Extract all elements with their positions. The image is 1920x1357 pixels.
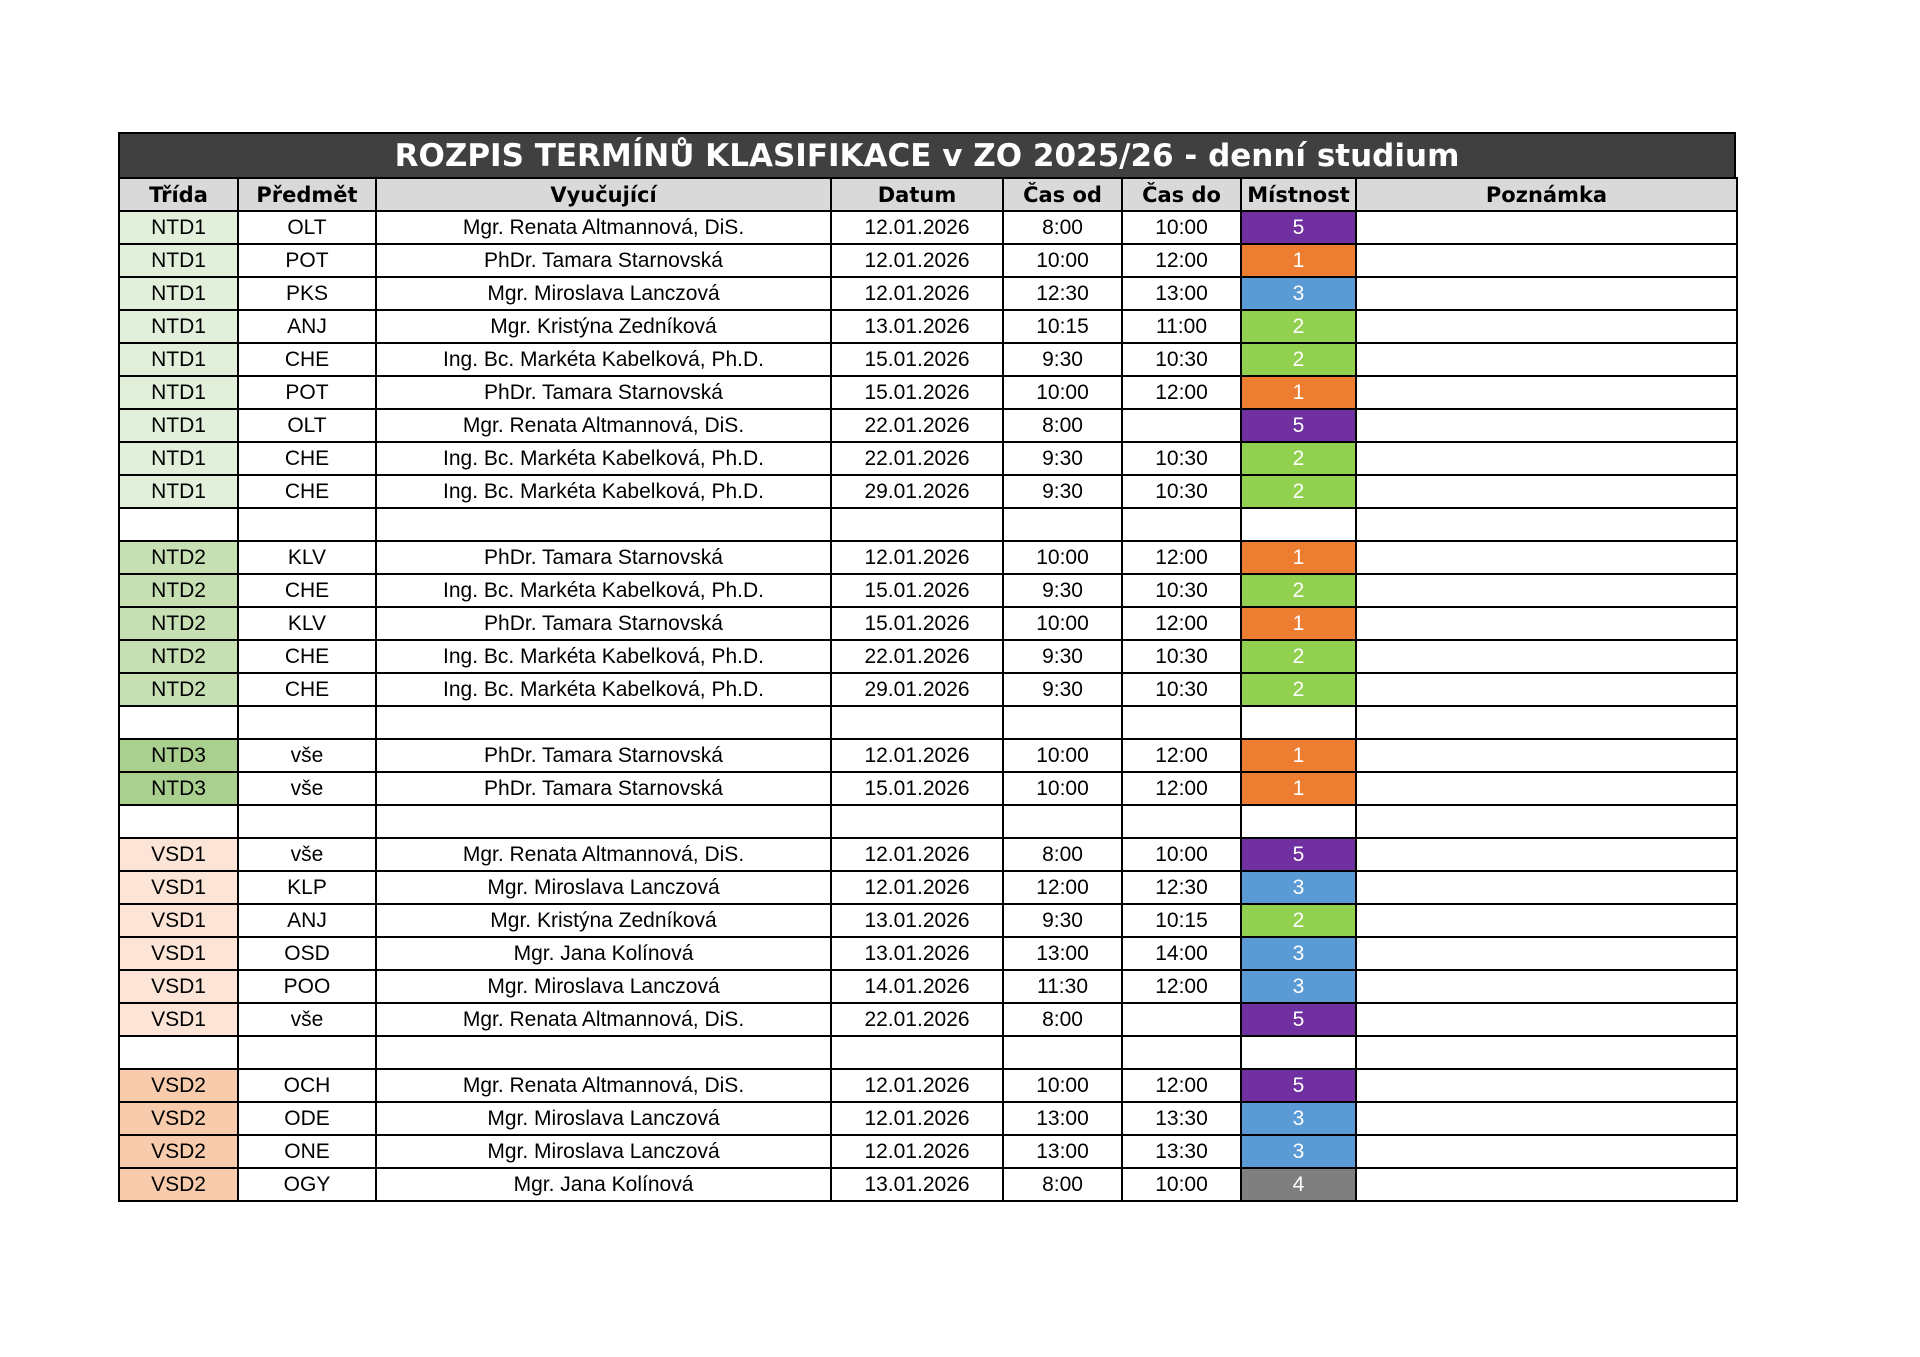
cell-cas-od: 8:00 [1003,838,1122,871]
table-row [119,1102,1737,1135]
cell-trida: VSD2 [119,1168,238,1201]
sheet-title: ROZPIS TERMÍNŮ KLASIFIKACE v ZO 2025/26 - denní studium [118,132,1736,177]
cell-cas-do: 10:30 [1122,673,1241,706]
cell-trida: NTD1 [119,442,238,475]
empty-cell [376,805,831,838]
cell-datum: 15.01.2026 [831,607,1003,640]
cell-cas-od: 8:00 [1003,1003,1122,1036]
cell-cas-od: 9:30 [1003,442,1122,475]
schedule-sheet [118,132,1736,1202]
cell-predmet: KLV [238,541,376,574]
cell-mistnost: 2 [1241,442,1356,475]
empty-cell [1241,805,1356,838]
cell-mistnost: 5 [1241,1069,1356,1102]
table-row [119,904,1737,937]
cell-predmet: vše [238,838,376,871]
cell-cas-od: 10:00 [1003,244,1122,277]
cell-vyucujici: Mgr. Miroslava Lanczová [376,1102,831,1135]
cell-poznamka [1356,640,1737,673]
cell-predmet: OLT [238,211,376,244]
cell-cas-do: 13:30 [1122,1102,1241,1135]
empty-cell [831,1036,1003,1069]
cell-mistnost: 5 [1241,1003,1356,1036]
cell-cas-od: 9:30 [1003,475,1122,508]
cell-predmet: POO [238,970,376,1003]
empty-cell [1003,706,1122,739]
cell-vyucujici: Mgr. Renata Altmannová, DiS. [376,409,831,442]
cell-cas-do: 12:30 [1122,871,1241,904]
table-row [119,574,1737,607]
cell-datum: 13.01.2026 [831,904,1003,937]
cell-predmet: CHE [238,640,376,673]
cell-poznamka [1356,1102,1737,1135]
cell-poznamka [1356,541,1737,574]
cell-poznamka [1356,1069,1737,1102]
cell-trida: VSD2 [119,1102,238,1135]
header-cas-do: Čas do [1122,178,1241,211]
cell-cas-od: 10:00 [1003,772,1122,805]
cell-trida: VSD1 [119,904,238,937]
cell-cas-do: 10:15 [1122,904,1241,937]
empty-cell [1122,1036,1241,1069]
schedule-rows [119,211,1737,1201]
table-row [119,1069,1737,1102]
cell-vyucujici: Mgr. Kristýna Zedníková [376,904,831,937]
empty-cell [1122,805,1241,838]
table-row [119,310,1737,343]
cell-vyucujici: Mgr. Kristýna Zedníková [376,310,831,343]
cell-poznamka [1356,937,1737,970]
table-row [119,607,1737,640]
cell-cas-do: 12:00 [1122,739,1241,772]
empty-cell [831,805,1003,838]
cell-vyucujici: Mgr. Renata Altmannová, DiS. [376,211,831,244]
cell-cas-do: 12:00 [1122,541,1241,574]
cell-cas-od: 10:00 [1003,739,1122,772]
cell-cas-do [1122,409,1241,442]
cell-trida: VSD1 [119,1003,238,1036]
header-mistnost: Místnost [1241,178,1356,211]
cell-poznamka [1356,1135,1737,1168]
cell-poznamka [1356,772,1737,805]
cell-vyucujici: Ing. Bc. Markéta Kabelková, Ph.D. [376,640,831,673]
empty-cell [1356,1036,1737,1069]
cell-vyucujici: Mgr. Renata Altmannová, DiS. [376,1069,831,1102]
empty-cell [831,508,1003,541]
cell-vyucujici: Mgr. Miroslava Lanczová [376,277,831,310]
header-predmet: Předmět [238,178,376,211]
cell-predmet: PKS [238,277,376,310]
cell-cas-do: 12:00 [1122,607,1241,640]
header-row [119,178,1737,211]
cell-predmet: CHE [238,475,376,508]
cell-datum: 22.01.2026 [831,1003,1003,1036]
cell-mistnost: 3 [1241,871,1356,904]
cell-trida: NTD2 [119,541,238,574]
cell-mistnost: 5 [1241,409,1356,442]
cell-predmet: vše [238,739,376,772]
cell-poznamka [1356,1168,1737,1201]
cell-cas-od: 10:00 [1003,607,1122,640]
empty-cell [1241,706,1356,739]
cell-vyucujici: PhDr. Tamara Starnovská [376,244,831,277]
cell-cas-do: 13:00 [1122,277,1241,310]
empty-cell [1356,805,1737,838]
cell-mistnost: 2 [1241,343,1356,376]
empty-cell [238,1036,376,1069]
cell-vyucujici: Mgr. Renata Altmannová, DiS. [376,1003,831,1036]
cell-cas-od: 13:00 [1003,1102,1122,1135]
cell-trida: NTD1 [119,343,238,376]
cell-trida: VSD1 [119,871,238,904]
cell-predmet: OLT [238,409,376,442]
cell-cas-od: 10:00 [1003,376,1122,409]
cell-predmet: KLV [238,607,376,640]
cell-cas-do: 10:30 [1122,442,1241,475]
cell-cas-do: 13:30 [1122,1135,1241,1168]
cell-cas-od: 10:00 [1003,1069,1122,1102]
cell-trida: NTD1 [119,475,238,508]
cell-predmet: ONE [238,1135,376,1168]
table-row [119,871,1737,904]
cell-cas-do: 10:30 [1122,343,1241,376]
cell-vyucujici: Mgr. Miroslava Lanczová [376,1135,831,1168]
cell-mistnost: 3 [1241,277,1356,310]
cell-poznamka [1356,442,1737,475]
cell-datum: 12.01.2026 [831,739,1003,772]
empty-cell [119,1036,238,1069]
cell-trida: NTD1 [119,310,238,343]
cell-vyucujici: PhDr. Tamara Starnovská [376,772,831,805]
empty-cell [1003,805,1122,838]
cell-predmet: vše [238,1003,376,1036]
cell-predmet: CHE [238,574,376,607]
cell-datum: 12.01.2026 [831,211,1003,244]
cell-mistnost: 1 [1241,376,1356,409]
cell-cas-do: 12:00 [1122,1069,1241,1102]
cell-vyucujici: PhDr. Tamara Starnovská [376,376,831,409]
cell-trida: NTD2 [119,607,238,640]
cell-poznamka [1356,409,1737,442]
cell-cas-do: 12:00 [1122,376,1241,409]
cell-mistnost: 1 [1241,772,1356,805]
cell-mistnost: 3 [1241,1102,1356,1135]
cell-vyucujici: Ing. Bc. Markéta Kabelková, Ph.D. [376,442,831,475]
empty-cell [831,706,1003,739]
cell-predmet: CHE [238,442,376,475]
header-vyucujici: Vyučující [376,178,831,211]
cell-poznamka [1356,1003,1737,1036]
cell-datum: 12.01.2026 [831,871,1003,904]
cell-poznamka [1356,673,1737,706]
cell-cas-od: 13:00 [1003,1135,1122,1168]
cell-mistnost: 1 [1241,541,1356,574]
cell-trida: VSD1 [119,838,238,871]
cell-cas-od: 13:00 [1003,937,1122,970]
cell-mistnost: 2 [1241,475,1356,508]
cell-poznamka [1356,277,1737,310]
cell-cas-od: 10:00 [1003,541,1122,574]
cell-datum: 12.01.2026 [831,1135,1003,1168]
cell-poznamka [1356,970,1737,1003]
header-poznamka: Poznámka [1356,178,1737,211]
cell-vyucujici: Mgr. Renata Altmannová, DiS. [376,838,831,871]
cell-poznamka [1356,211,1737,244]
cell-predmet: OCH [238,1069,376,1102]
cell-datum: 12.01.2026 [831,244,1003,277]
cell-trida: NTD2 [119,640,238,673]
table-row [119,937,1737,970]
cell-vyucujici: Mgr. Miroslava Lanczová [376,970,831,1003]
cell-mistnost: 2 [1241,673,1356,706]
cell-mistnost: 5 [1241,838,1356,871]
cell-trida: NTD2 [119,673,238,706]
cell-poznamka [1356,343,1737,376]
table-row [119,838,1737,871]
table-row [119,409,1737,442]
cell-predmet: ODE [238,1102,376,1135]
cell-predmet: CHE [238,673,376,706]
cell-cas-od: 9:30 [1003,640,1122,673]
cell-cas-do: 12:00 [1122,244,1241,277]
cell-datum: 12.01.2026 [831,541,1003,574]
empty-cell [1003,1036,1122,1069]
cell-predmet: KLP [238,871,376,904]
cell-poznamka [1356,904,1737,937]
cell-mistnost: 2 [1241,640,1356,673]
cell-datum: 13.01.2026 [831,937,1003,970]
cell-trida: VSD1 [119,937,238,970]
cell-vyucujici: Ing. Bc. Markéta Kabelková, Ph.D. [376,343,831,376]
cell-datum: 15.01.2026 [831,574,1003,607]
cell-mistnost: 3 [1241,1135,1356,1168]
empty-cell [1356,508,1737,541]
table-row [119,1003,1737,1036]
empty-cell [376,1036,831,1069]
cell-cas-od: 8:00 [1003,409,1122,442]
cell-cas-do: 10:00 [1122,1168,1241,1201]
cell-mistnost: 2 [1241,310,1356,343]
spacer-row [119,1036,1737,1069]
table-row [119,673,1737,706]
cell-mistnost: 3 [1241,970,1356,1003]
cell-trida: NTD1 [119,376,238,409]
table-row [119,343,1737,376]
cell-mistnost: 3 [1241,937,1356,970]
empty-cell [376,508,831,541]
cell-trida: NTD1 [119,211,238,244]
empty-cell [1241,1036,1356,1069]
header-cas-od: Čas od [1003,178,1122,211]
empty-cell [119,805,238,838]
cell-cas-do: 12:00 [1122,970,1241,1003]
cell-cas-do: 10:30 [1122,574,1241,607]
table-row [119,475,1737,508]
cell-cas-do: 10:00 [1122,211,1241,244]
cell-poznamka [1356,574,1737,607]
cell-poznamka [1356,871,1737,904]
empty-cell [119,508,238,541]
spacer-row [119,805,1737,838]
cell-trida: VSD1 [119,970,238,1003]
cell-poznamka [1356,310,1737,343]
cell-cas-do: 10:30 [1122,475,1241,508]
cell-cas-do [1122,1003,1241,1036]
cell-poznamka [1356,244,1737,277]
cell-vyucujici: Mgr. Jana Kolínová [376,1168,831,1201]
cell-datum: 15.01.2026 [831,376,1003,409]
cell-mistnost: 2 [1241,574,1356,607]
cell-datum: 22.01.2026 [831,640,1003,673]
cell-cas-od: 9:30 [1003,904,1122,937]
table-row [119,541,1737,574]
cell-vyucujici: Ing. Bc. Markéta Kabelková, Ph.D. [376,475,831,508]
cell-mistnost: 5 [1241,211,1356,244]
cell-mistnost: 1 [1241,244,1356,277]
table-row [119,244,1737,277]
cell-mistnost: 1 [1241,607,1356,640]
cell-cas-od: 8:00 [1003,1168,1122,1201]
cell-vyucujici: PhDr. Tamara Starnovská [376,541,831,574]
cell-vyucujici: Ing. Bc. Markéta Kabelková, Ph.D. [376,574,831,607]
table-row [119,442,1737,475]
cell-cas-od: 9:30 [1003,673,1122,706]
cell-cas-od: 9:30 [1003,574,1122,607]
cell-predmet: POT [238,244,376,277]
cell-datum: 15.01.2026 [831,343,1003,376]
empty-cell [1003,508,1122,541]
empty-cell [1356,706,1737,739]
cell-predmet: OSD [238,937,376,970]
cell-trida: NTD2 [119,574,238,607]
table-row [119,1168,1737,1201]
cell-datum: 15.01.2026 [831,772,1003,805]
cell-cas-do: 11:00 [1122,310,1241,343]
cell-mistnost: 2 [1241,904,1356,937]
header-datum: Datum [831,178,1003,211]
cell-predmet: OGY [238,1168,376,1201]
cell-poznamka [1356,376,1737,409]
empty-cell [376,706,831,739]
cell-poznamka [1356,607,1737,640]
table-row [119,640,1737,673]
empty-cell [238,805,376,838]
cell-predmet: POT [238,376,376,409]
cell-vyucujici: Mgr. Jana Kolínová [376,937,831,970]
spacer-row [119,706,1737,739]
table-row [119,277,1737,310]
cell-vyucujici: PhDr. Tamara Starnovská [376,739,831,772]
cell-datum: 13.01.2026 [831,1168,1003,1201]
cell-cas-od: 9:30 [1003,343,1122,376]
cell-trida: NTD1 [119,409,238,442]
cell-cas-od: 8:00 [1003,211,1122,244]
cell-predmet: CHE [238,343,376,376]
table-row [119,1135,1737,1168]
cell-mistnost: 1 [1241,739,1356,772]
cell-vyucujici: Mgr. Miroslava Lanczová [376,871,831,904]
cell-datum: 13.01.2026 [831,310,1003,343]
empty-cell [1241,508,1356,541]
cell-predmet: ANJ [238,904,376,937]
cell-cas-od: 12:30 [1003,277,1122,310]
cell-datum: 12.01.2026 [831,838,1003,871]
cell-trida: NTD3 [119,772,238,805]
cell-vyucujici: Ing. Bc. Markéta Kabelková, Ph.D. [376,673,831,706]
cell-mistnost: 4 [1241,1168,1356,1201]
cell-predmet: vše [238,772,376,805]
cell-cas-do: 12:00 [1122,772,1241,805]
cell-datum: 22.01.2026 [831,409,1003,442]
table-row [119,739,1737,772]
cell-predmet: ANJ [238,310,376,343]
cell-trida: VSD2 [119,1135,238,1168]
table-row [119,211,1737,244]
cell-datum: 12.01.2026 [831,1069,1003,1102]
cell-cas-do: 10:30 [1122,640,1241,673]
table-row [119,970,1737,1003]
empty-cell [238,706,376,739]
header-trida: Třída [119,178,238,211]
spacer-row [119,508,1737,541]
cell-datum: 12.01.2026 [831,277,1003,310]
cell-datum: 29.01.2026 [831,673,1003,706]
cell-poznamka [1356,475,1737,508]
cell-cas-do: 14:00 [1122,937,1241,970]
cell-cas-do: 10:00 [1122,838,1241,871]
empty-cell [238,508,376,541]
empty-cell [1122,706,1241,739]
cell-datum: 12.01.2026 [831,1102,1003,1135]
table-row [119,772,1737,805]
cell-trida: NTD1 [119,244,238,277]
cell-vyucujici: PhDr. Tamara Starnovská [376,607,831,640]
cell-cas-od: 11:30 [1003,970,1122,1003]
cell-poznamka [1356,739,1737,772]
cell-datum: 29.01.2026 [831,475,1003,508]
empty-cell [1122,508,1241,541]
empty-cell [119,706,238,739]
cell-trida: NTD1 [119,277,238,310]
cell-cas-od: 12:00 [1003,871,1122,904]
cell-cas-od: 10:15 [1003,310,1122,343]
cell-poznamka [1356,838,1737,871]
cell-trida: NTD3 [119,739,238,772]
cell-datum: 22.01.2026 [831,442,1003,475]
cell-trida: VSD2 [119,1069,238,1102]
schedule-table [118,177,1738,1202]
table-row [119,376,1737,409]
cell-datum: 14.01.2026 [831,970,1003,1003]
